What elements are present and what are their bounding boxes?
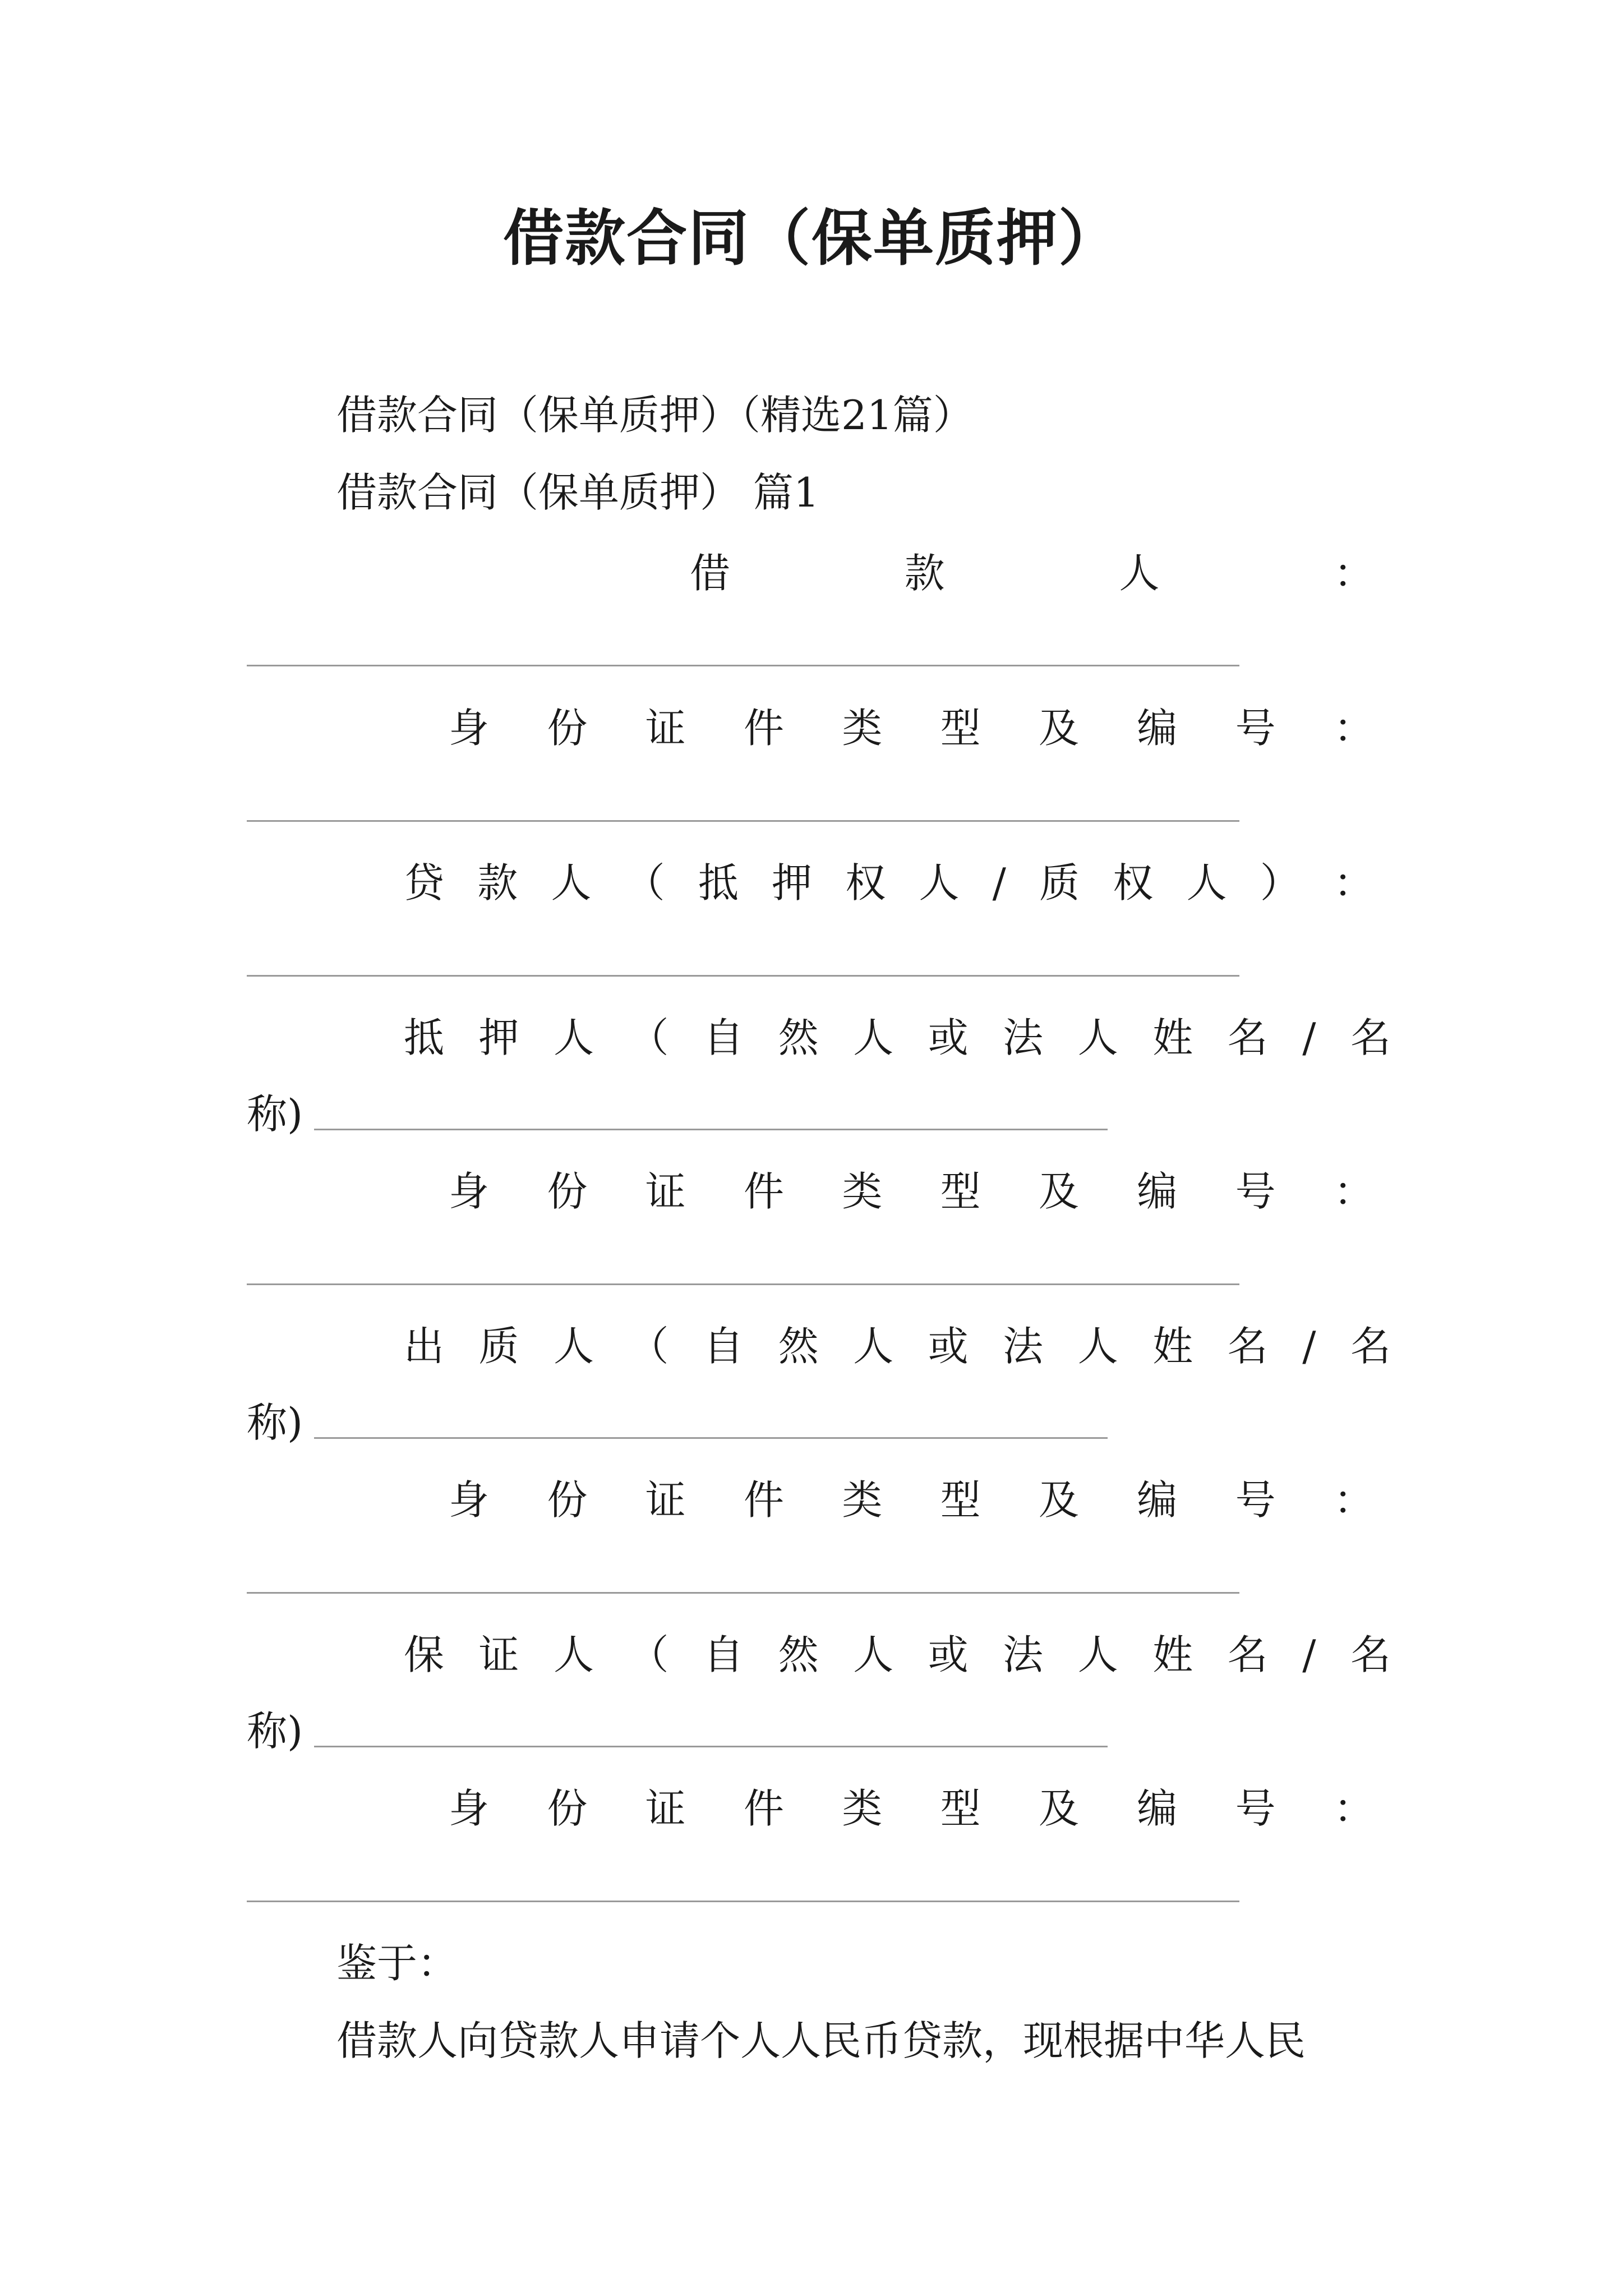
document-title: 借款合同（保单质押）	[502, 203, 1120, 274]
section-heading: 借款合同（保单质押） 篇1	[336, 469, 819, 516]
pledgor-id-blank-line[interactable]	[247, 1592, 1239, 1594]
lender-label: 贷 款 人 （ 抵 押 权 人 / 质 权 人 ） ：	[404, 859, 1374, 907]
document-subtitle: 借款合同（保单质押）（精选21篇）	[336, 392, 974, 439]
guarantor-label-tail: 称)	[247, 1708, 303, 1755]
borrower-blank-line[interactable]	[247, 665, 1239, 666]
guarantor-id-blank-line[interactable]	[247, 1901, 1239, 1902]
whereas-heading: 鉴于：	[336, 1940, 458, 1987]
pledgor-label-tail: 称)	[247, 1399, 303, 1446]
guarantor-id-label: 身 份 证 件 类 型 及 编 号 ：	[449, 1785, 1374, 1832]
pledgor-label: 出 质 人 （ 自 然 人 或 法 人 姓 名 / 名	[404, 1323, 1391, 1370]
guarantor-label: 保 证 人 （ 自 然 人 或 法 人 姓 名 / 名	[404, 1631, 1391, 1678]
mortgagor-label-tail: 称)	[247, 1091, 303, 1138]
mortgagor-blank-line[interactable]	[314, 1129, 1108, 1130]
borrower-label: 借 款 人 ：	[690, 550, 1374, 597]
pledgor-blank-line[interactable]	[314, 1437, 1108, 1439]
guarantor-blank-line[interactable]	[314, 1746, 1108, 1747]
pledgor-id-label: 身 份 证 件 类 型 及 编 号 ：	[449, 1476, 1374, 1524]
mortgagor-id-label: 身 份 证 件 类 型 及 编 号 ：	[449, 1168, 1374, 1215]
mortgagor-label: 抵 押 人 （ 自 然 人 或 法 人 姓 名 / 名	[404, 1014, 1391, 1061]
body-paragraph-line: 借款人向贷款人申请个人人民币贷款，现根据中华人民	[336, 2017, 1306, 2064]
borrower-id-label: 身 份 证 件 类 型 及 编 号 ：	[449, 705, 1374, 752]
borrower-id-blank-line[interactable]	[247, 820, 1239, 822]
lender-blank-line[interactable]	[247, 975, 1239, 977]
mortgagor-id-blank-line[interactable]	[247, 1283, 1239, 1285]
